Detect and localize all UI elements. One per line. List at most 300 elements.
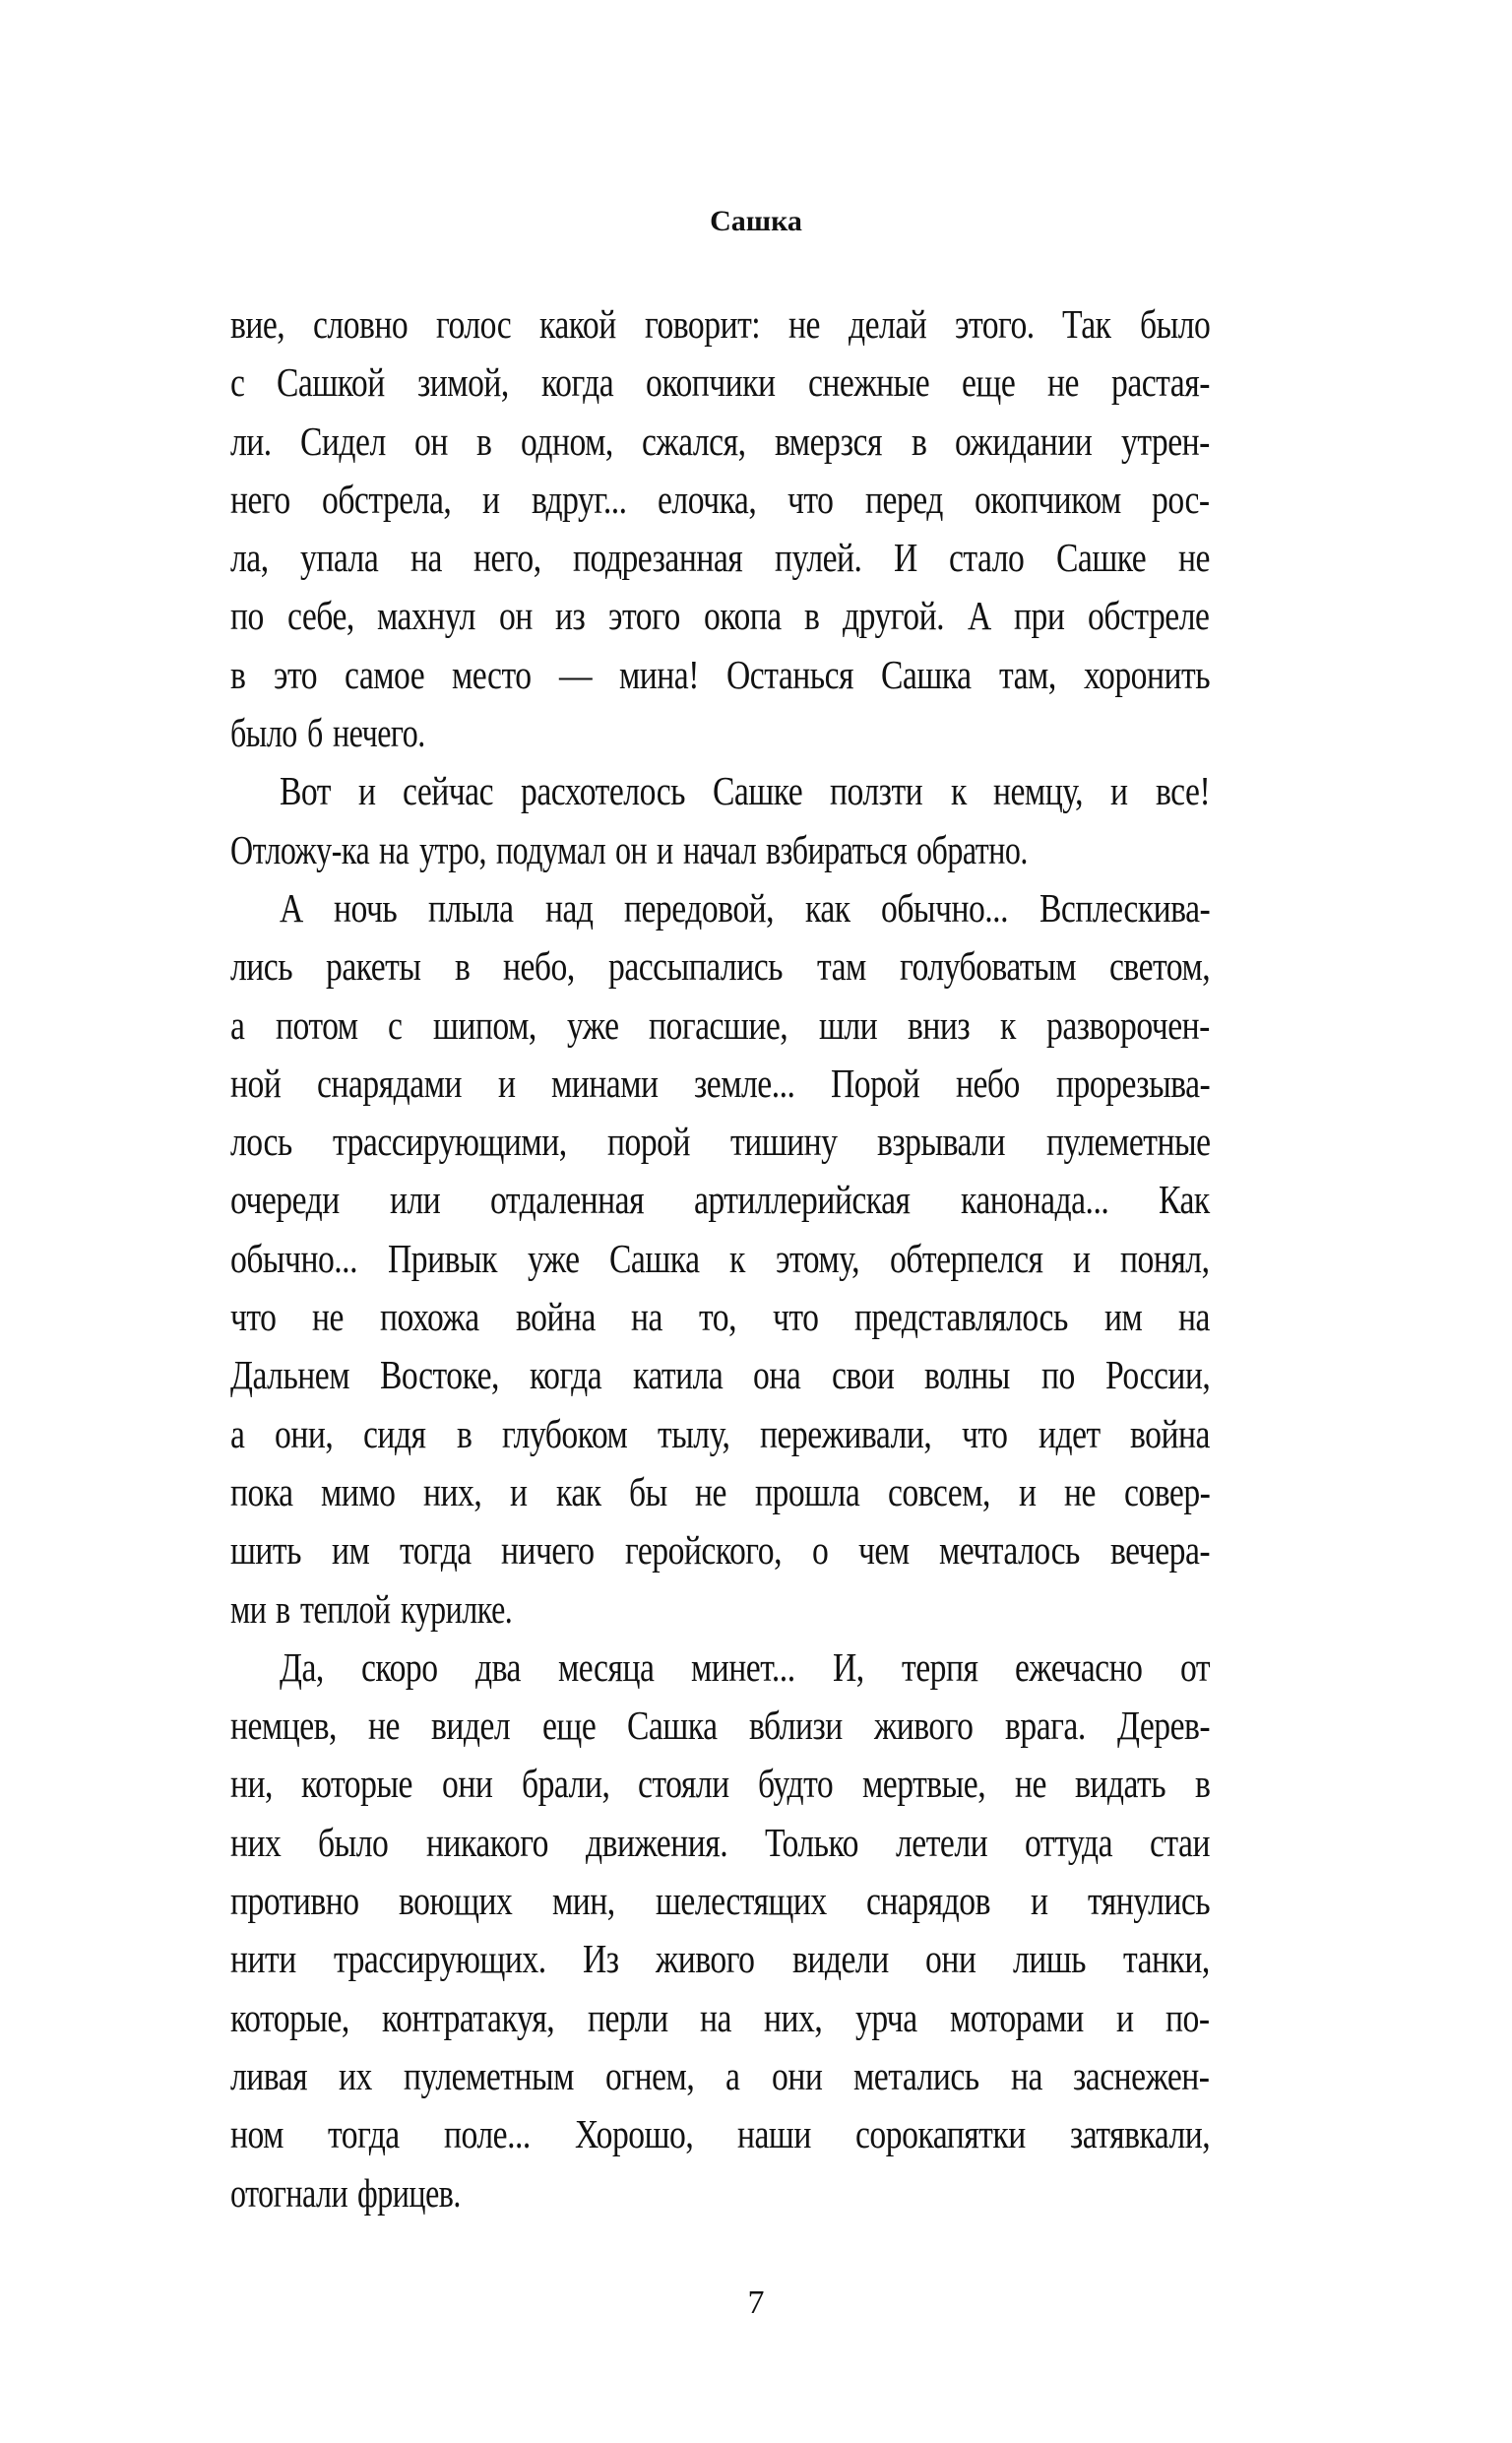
word: и [497,1060,516,1106]
text-line [230,1872,1210,1930]
word: земле... [694,1060,795,1106]
word: рос- [1152,476,1211,522]
word: что [230,1294,277,1340]
word: представлялось [854,1294,1069,1340]
word: небо, [503,943,576,990]
word: окопчики [646,359,776,406]
word: окопа [703,593,782,639]
word: голос [436,301,512,347]
word: этому, [775,1235,859,1281]
word: ползти [830,768,923,814]
word: Привык [387,1235,497,1281]
word: отогнали [230,2169,348,2216]
word: никакого [425,1819,548,1865]
word: в [804,593,820,639]
text-line [230,1230,1210,1288]
word: растая- [1111,359,1210,406]
text-line [230,1288,1210,1346]
word: похожа [380,1294,479,1340]
word: летели [895,1819,987,1865]
word: и [510,1468,528,1514]
word: они, [275,1410,334,1456]
word: говорит: [644,301,760,347]
text-line [230,1580,1210,1639]
word: геройского, [624,1527,782,1574]
word: что [772,1294,819,1340]
word: урча [854,1994,917,2040]
word: теплой [300,1585,391,1632]
word: пулей. [775,535,862,581]
word: него, [473,535,541,581]
word: все! [1155,768,1210,814]
word: на [1010,2052,1042,2098]
word: сейчас [403,768,494,814]
word: когда [541,359,614,406]
word: танки, [1123,1936,1210,1982]
text-line [230,879,1210,937]
word: небо [956,1060,1020,1106]
word: или [389,1177,441,1223]
word: совсем, [888,1468,990,1514]
word: начал [682,826,756,872]
word: движения. [585,1819,727,1865]
word: этого [608,593,681,639]
word: шли [818,1001,877,1048]
word: А [280,884,303,931]
word: прорезыва- [1055,1060,1210,1106]
word: стояли [638,1761,729,1807]
word: минами [550,1060,659,1106]
text-line [230,1989,1210,2047]
word: стало [949,535,1025,581]
word: не [1063,1468,1096,1514]
word: моторами [949,1994,1084,2040]
word: поле... [443,2111,531,2157]
word: мин, [552,1878,615,1924]
word: то, [699,1294,737,1340]
word: вблизи [749,1703,843,1749]
word: Из [582,1936,619,1982]
word: как [555,1468,601,1514]
word: словно [313,301,409,347]
word: огнем, [604,2052,695,2098]
word: вечера- [1109,1527,1210,1574]
word: плыла [428,884,514,931]
word: самое [344,651,424,697]
word: них [230,1819,282,1865]
word: них, [423,1468,482,1514]
text-line [230,2105,1210,2163]
word: а [230,1001,245,1048]
word: ливая [230,2052,308,2098]
word: шелестящих [655,1878,827,1924]
word: шипом, [432,1001,536,1048]
word: глубоком [501,1410,628,1456]
word: трассирующих. [333,1936,546,1982]
word: не [1178,535,1210,581]
word: ли. [230,418,272,464]
word: лось [230,1119,292,1165]
word: в [276,1585,291,1632]
word: взрывали [877,1119,1006,1165]
word: вдруг... [531,476,627,522]
word: им [1103,1294,1143,1340]
word: лишь [1013,1936,1087,1982]
word: и [482,476,500,522]
word: Сашке [713,768,803,814]
word: и [656,826,673,872]
word: которые, [230,1994,349,2040]
word: еще [961,359,1016,406]
word: с [388,1001,403,1048]
word: ночь [334,884,398,931]
word: утро, [418,826,486,872]
word: Да, [280,1643,324,1690]
word: шить [230,1527,301,1574]
word: в [456,1410,472,1456]
word: не [695,1468,727,1514]
word: к [1000,1001,1017,1048]
word: было [318,1819,389,1865]
word: будто [758,1761,834,1807]
text-line [230,295,1210,354]
word: одном, [521,418,614,464]
word: Сидел [300,418,386,464]
word: им [331,1527,370,1574]
text-line [230,1055,1210,1113]
word: Так [1062,301,1111,347]
word: от [1179,1643,1211,1690]
word: немцев, [230,1703,337,1749]
word: ничего [501,1527,596,1574]
word: не [312,1294,345,1340]
word: упала [300,535,379,581]
word: к [950,768,967,814]
word: взбираться [765,826,908,872]
word: утрен- [1121,418,1210,464]
text-line [230,937,1210,996]
word: расхотелось [521,768,686,814]
word: другой. [843,593,945,639]
word: как [804,884,850,931]
word: совер- [1123,1468,1211,1514]
word: немцу, [993,768,1084,814]
text-line [230,2164,1210,2222]
word: перед [864,476,943,522]
word: место [452,651,532,697]
word: а [725,2052,740,2098]
word: видел [431,1703,511,1749]
text-line [230,1463,1210,1521]
word: метались [852,2052,979,2098]
word: мечталось [939,1527,1081,1574]
text-line [230,762,1210,820]
word: воющих [399,1878,513,1924]
word: и [1018,1468,1037,1514]
word: идет [1038,1410,1101,1456]
word: Дерев- [1116,1703,1210,1749]
text-line [230,529,1210,587]
word: Вот [280,768,332,814]
word: было [230,710,297,756]
word: хоронить [1083,651,1210,697]
word: не [1047,359,1080,406]
word: которые [301,1761,413,1807]
word: когда [530,1352,602,1398]
word: отдаленная [490,1177,645,1223]
text-line [230,471,1210,529]
word: делай [848,301,926,347]
text-line [230,1697,1210,1755]
word: пока [230,1468,293,1514]
word: на [410,535,442,581]
word: рассыпались [608,943,784,990]
word: тишину [729,1119,838,1165]
word: переживали, [760,1410,932,1456]
word: минет... [691,1643,795,1690]
word: снарядами [317,1060,462,1106]
word: бы [628,1468,667,1514]
word: и [1115,1994,1134,2040]
word: видели [791,1936,889,1982]
text-line [230,1755,1210,1813]
word: артиллерийская [694,1177,911,1223]
word: ни, [230,1761,273,1807]
word: Порой [831,1060,920,1106]
text-line [230,821,1210,879]
word: они [925,1936,976,1982]
word: брали, [521,1761,609,1807]
word: окопчиком [974,476,1121,522]
word: него [230,476,290,522]
text-line [230,1171,1210,1229]
word: война [1130,1410,1211,1456]
word: было [1139,301,1210,347]
word: обычно... [230,1235,358,1281]
word: заснежен- [1073,2052,1210,2098]
word: два [474,1643,521,1690]
word: ежечасно [1015,1643,1143,1690]
body-text [230,295,1210,2222]
word: России, [1104,1352,1210,1398]
word: этого. [954,301,1035,347]
word: месяца [557,1643,655,1690]
word: наши [737,2111,811,2157]
word: контратакуя, [382,1994,555,2040]
word: терпя [901,1643,978,1690]
word: на [700,1994,732,2040]
word: курилке. [400,1585,512,1632]
word: уже [566,1001,619,1048]
text-line [230,1113,1210,1171]
word: уже [527,1235,580,1281]
word: из [555,593,586,639]
word: сорокапятки [854,2111,1026,2157]
word: по [1040,1352,1075,1398]
word: прошла [755,1468,860,1514]
text-line [230,2047,1210,2105]
word: не [1014,1761,1046,1807]
word: она [753,1352,801,1398]
word: и [1110,768,1128,814]
word: он [614,826,647,872]
word: Востоке, [380,1352,500,1398]
text-line [230,354,1210,412]
word: в [230,651,246,697]
word: чем [857,1527,910,1574]
word: Сашке [1056,535,1147,581]
word: при [1014,593,1065,639]
word: обстрела, [321,476,452,522]
word: на [631,1294,663,1340]
word: что [962,1410,1008,1456]
word: тылу, [657,1410,730,1456]
word: Как [1159,1177,1210,1223]
word: них, [764,1994,823,2040]
word: — [558,651,592,697]
word: канонада... [960,1177,1109,1223]
text-line [230,1521,1210,1579]
word: Дальнем [230,1352,350,1398]
word: врага. [1004,1703,1086,1749]
page-number: 7 [747,2284,765,2321]
word: очереди [230,1177,340,1223]
word: война [515,1294,596,1340]
text-line [230,1814,1210,1872]
word: светом, [1108,943,1210,990]
word: обычно... [880,884,1008,931]
word: ракеты [326,943,421,990]
word: порой [606,1119,690,1165]
word: фрицев. [357,2169,462,2216]
word: мимо [321,1468,396,1514]
word: в [1194,1761,1210,1807]
word: он [498,593,533,639]
word: пулеметные [1045,1119,1211,1165]
text-line [230,996,1210,1055]
word: обтерпелся [889,1235,1043,1281]
word: елочка, [658,476,757,522]
word: это [273,651,317,697]
word: Останься [726,651,854,697]
word: и [1030,1878,1048,1924]
word: затявкали, [1069,2111,1210,2157]
word: их [339,2052,372,2098]
word: передовой, [623,884,774,931]
word: по [230,593,264,639]
word: и [1073,1235,1091,1281]
word: б [306,710,323,756]
word: разворочен- [1046,1001,1210,1048]
word: тогда [399,1527,472,1574]
word: И [894,535,917,581]
word: подумал [495,826,605,872]
word: на [379,826,410,872]
word: по- [1166,1994,1210,2040]
word: на [1178,1294,1211,1340]
word: махнул [377,593,475,639]
word: Сашкой [277,359,386,406]
word: А [967,593,991,639]
word: Хорошо, [574,2111,694,2157]
text-line [230,1405,1210,1463]
text-line [230,413,1210,471]
word: себе, [286,593,354,639]
word: а [230,1410,245,1456]
word: мина! [619,651,699,697]
word: потом [275,1001,358,1048]
running-head: Сашка [710,205,802,237]
word: снежные [807,359,929,406]
word: не [788,301,820,347]
word: свои [831,1352,895,1398]
text-line [230,1639,1210,1697]
word: видать [1075,1761,1166,1807]
word: вие, [230,301,285,347]
word: катила [632,1352,724,1398]
word: И, [832,1643,864,1690]
word: и [357,768,376,814]
word: Сашка [881,651,972,697]
text-line [230,587,1210,645]
word: сидя [363,1410,426,1456]
word: там [816,943,866,990]
word: какой [539,301,616,347]
word: мертвые, [862,1761,986,1807]
word: Всплескива- [1039,884,1210,931]
word: снарядов [866,1878,991,1924]
word: они [441,1761,493,1807]
word: они [771,2052,822,2098]
word: волны [924,1352,1011,1398]
word: к [729,1235,746,1281]
word: пулеметным [403,2052,574,2098]
word: над [544,884,594,931]
word: с [230,359,245,406]
word: еще [541,1703,597,1749]
word: подрезанная [573,535,743,581]
word: что [788,476,834,522]
word: стаи [1150,1819,1210,1865]
word: живого [874,1703,974,1749]
text-line [230,1346,1210,1404]
word: обратно. [916,826,1028,872]
word: он [414,418,449,464]
word: погасшие, [649,1001,788,1048]
word: ном [230,2111,284,2157]
word: ной [230,1060,282,1106]
word: Отложу-ка [230,826,370,872]
word: тянулись [1087,1878,1210,1924]
word: нити [230,1936,296,1982]
word: скоро [360,1643,438,1690]
text-line [230,704,1210,762]
word: не [368,1703,401,1749]
text-line [230,1930,1210,1988]
word: оттуда [1024,1819,1112,1865]
word: противно [230,1878,359,1924]
word: голубоватым [899,943,1076,990]
word: сжался, [642,418,746,464]
word: Сашка [627,1703,718,1749]
word: тогда [328,2111,400,2157]
word: в [454,943,471,990]
word: ми [230,1585,267,1632]
word: вмерзся [775,418,883,464]
word: ожидании [955,418,1093,464]
word: вниз [907,1001,971,1048]
word: там, [998,651,1056,697]
